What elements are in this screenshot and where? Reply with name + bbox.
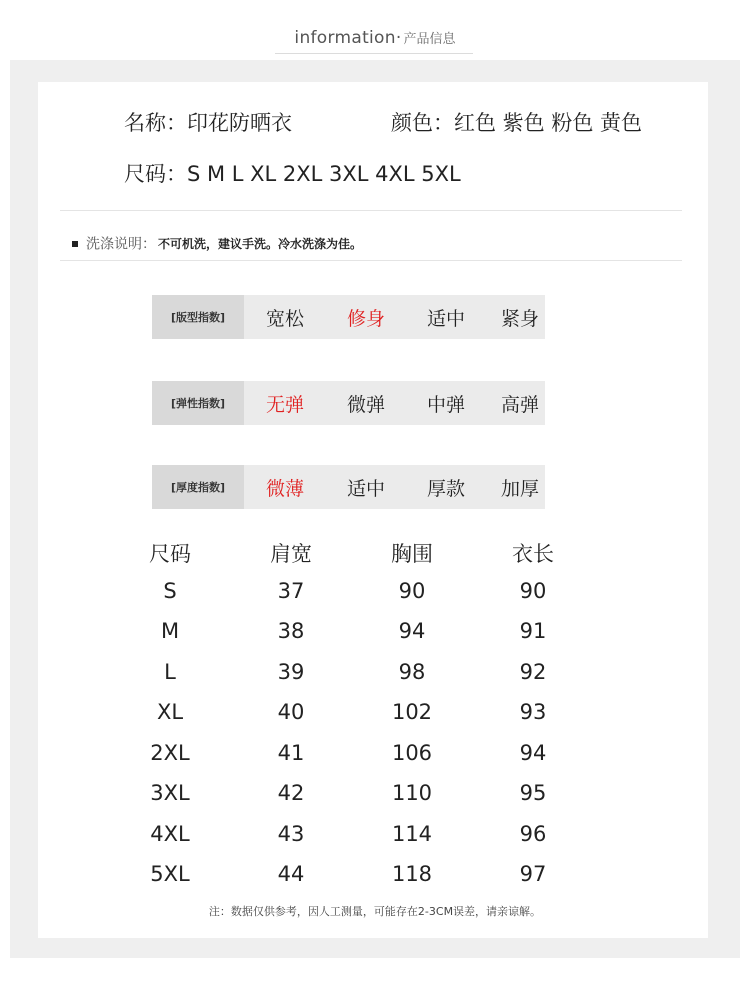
divider-top [60,210,682,211]
index-option: 微弹 [346,393,385,416]
index-option: 宽松 [265,307,304,330]
table-cell: 39 [277,660,305,684]
table-header-cell: 尺码 [149,542,191,566]
index-row [152,465,545,509]
table-cell: 38 [277,619,305,643]
table-cell: 44 [277,862,305,886]
table-cell: 114 [391,822,433,846]
table-cell: S [163,579,177,603]
index-option: 适中 [346,477,385,500]
table-cell: 42 [277,781,305,805]
measurement-note: 注：数据仅供参考，因人工测量，可能存在2-3CM误差，请亲谅解。 [208,905,542,918]
header-title-cn: 产品信息 [403,32,456,47]
wash-instructions [72,233,362,254]
table-cell: 97 [519,862,547,886]
table-cell: 95 [519,781,547,805]
index-tag: [版型指数] [152,295,244,339]
index-option: 紧身 [500,307,539,330]
table-header-cell: 胸围 [391,542,433,566]
index-option: 无弹 [265,393,304,416]
table-cell: 118 [391,862,433,886]
wash-label: 洗涤说明： [86,236,156,253]
table-cell: 98 [398,660,426,684]
header-title-en: information· [294,28,402,48]
wash-text: 不可机洗，建议手洗。冷水洗涤为佳。 [158,237,363,251]
table-cell: 3XL [150,781,190,805]
index-tag: [厚度指数] [152,465,244,509]
divider-bottom [60,260,682,261]
table-cell: 93 [519,700,547,724]
index-option: 微薄 [265,477,304,500]
table-cell: 90 [519,579,547,603]
index-option: 修身 [346,307,385,330]
table-cell: 102 [391,700,433,724]
index-option: 加厚 [500,477,539,500]
bullet-square-icon [72,241,78,247]
table-cell: 40 [277,700,305,724]
table-cell: 96 [519,822,547,846]
page-header [0,28,750,48]
table-cell: 110 [391,781,433,805]
index-tag: [弹性指数] [152,381,244,425]
table-cell: 2XL [150,741,190,765]
table-cell: 106 [391,741,433,765]
table-cell: 37 [277,579,305,603]
table-cell: L [164,660,176,684]
table-cell: 94 [398,619,426,643]
index-option: 适中 [426,307,465,330]
table-cell: 92 [519,660,547,684]
index-option: 厚款 [426,477,465,500]
table-cell: XL [156,700,184,724]
table-cell: 41 [277,741,305,765]
table-cell: 91 [519,619,547,643]
table-cell: M [160,619,180,643]
index-row [152,381,545,425]
table-cell: 4XL [150,822,190,846]
table-cell: 43 [277,822,305,846]
table-cell: 5XL [150,862,190,886]
product-colors: 颜色：红色 紫色 粉色 黄色 [391,111,643,135]
index-option: 高弹 [500,393,539,416]
table-cell: 90 [398,579,426,603]
table-header-cell: 衣长 [512,542,554,566]
table-header-cell: 肩宽 [270,542,312,566]
header-underline [275,53,473,54]
product-name: 名称：印花防晒衣 [124,111,292,135]
product-sizes: 尺码：S M L XL 2XL 3XL 4XL 5XL [124,162,461,186]
table-cell: 94 [519,741,547,765]
index-row [152,295,545,339]
index-option: 中弹 [426,393,465,416]
